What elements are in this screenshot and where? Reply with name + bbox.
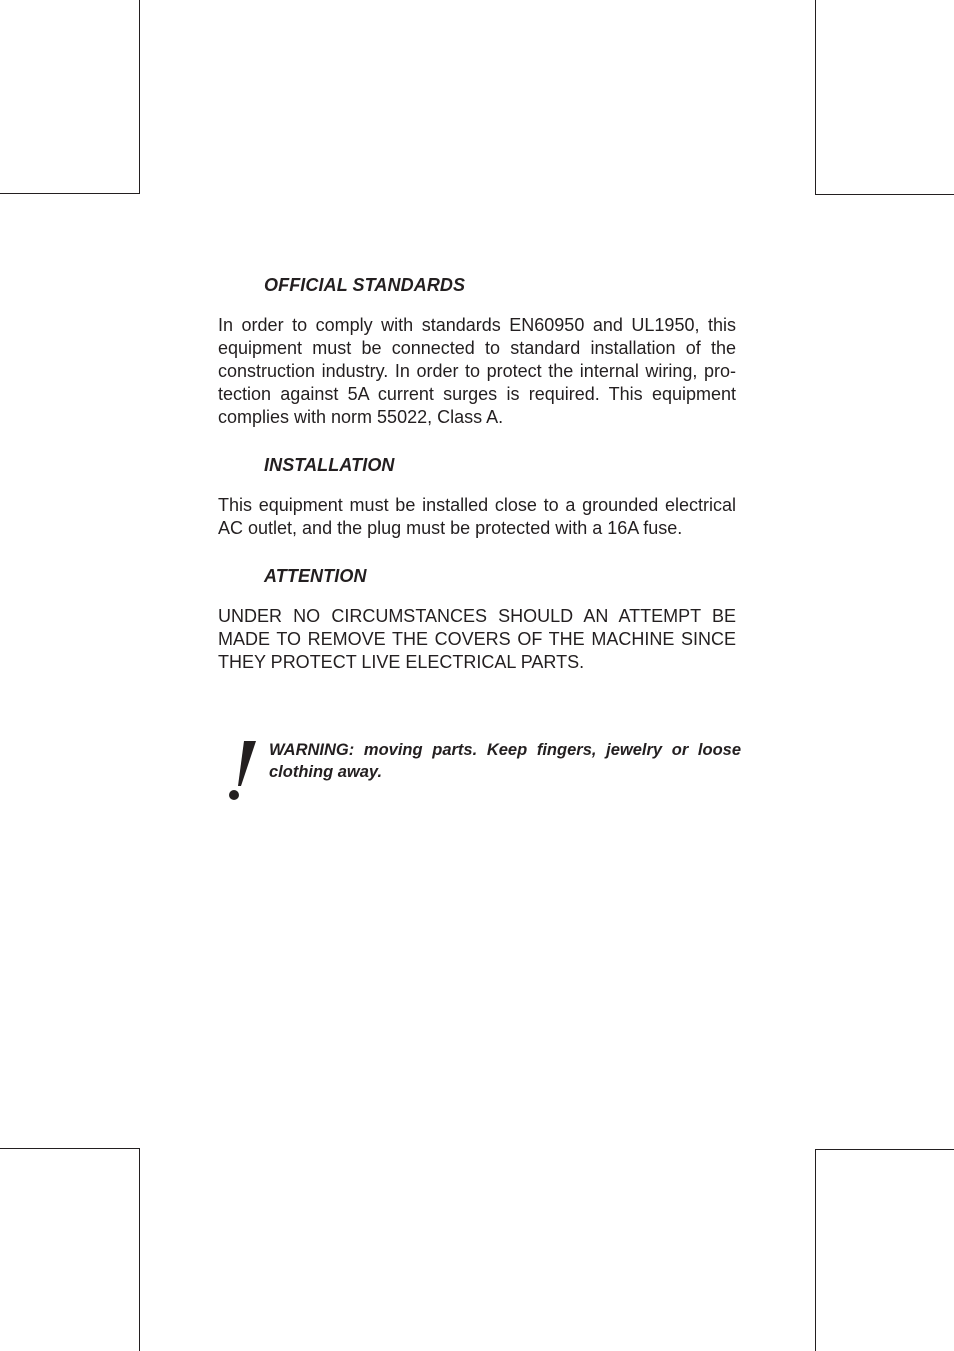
paragraph-line: AC outlet, and the plug must be protected with a 16A fuse.: [218, 518, 683, 538]
attention-heading: ATTENTION: [264, 566, 367, 586]
paragraph-line: construction industry. In order to protect the internal wiring, pro-: [218, 361, 736, 381]
paragraph-line: tection against 5A current surges is required. This equipment: [218, 384, 736, 404]
installation-heading: INSTALLATION: [264, 455, 395, 475]
paragraph-line: equipment must be connected to standard installation of the: [218, 338, 736, 358]
installation-paragraph: [218, 494, 736, 540]
official-standards-paragraph: [218, 314, 736, 429]
paragraph-line: complies with norm 55022, Class A.: [218, 407, 504, 427]
crop-mark-bottom-left-vertical: [139, 1148, 140, 1351]
warning-line: WARNING: moving parts. Keep fingers, jewelry or loose: [269, 741, 741, 759]
crop-mark-bottom-left-horizontal: [0, 1148, 140, 1149]
warning-line: clothing away.: [269, 763, 383, 781]
crop-mark-top-right-vertical: [815, 0, 816, 195]
warning-text: [269, 739, 741, 783]
official-standards-heading: OFFICIAL STANDARDS: [264, 275, 466, 295]
paragraph-line: MADE TO REMOVE THE COVERS OF THE MACHINE SINCE: [218, 629, 736, 649]
exclamation-icon: [224, 738, 260, 802]
crop-mark-top-right-horizontal: [815, 194, 954, 195]
paragraph-line: In order to comply with standards EN60950 and UL1950, this: [218, 315, 736, 335]
crop-mark-bottom-right-vertical: [815, 1149, 816, 1351]
crop-mark-bottom-right-horizontal: [815, 1149, 954, 1150]
crop-mark-top-left-vertical: [139, 0, 140, 194]
paragraph-line: THEY PROTECT LIVE ELECTRICAL PARTS.: [218, 652, 585, 672]
crop-mark-top-left-horizontal: [0, 193, 140, 194]
paragraph-line: UNDER NO CIRCUMSTANCES SHOULD AN ATTEMPT BE: [218, 606, 736, 626]
attention-paragraph: [218, 605, 736, 674]
paragraph-line: This equipment must be installed close to a grounded electrical: [218, 495, 736, 515]
